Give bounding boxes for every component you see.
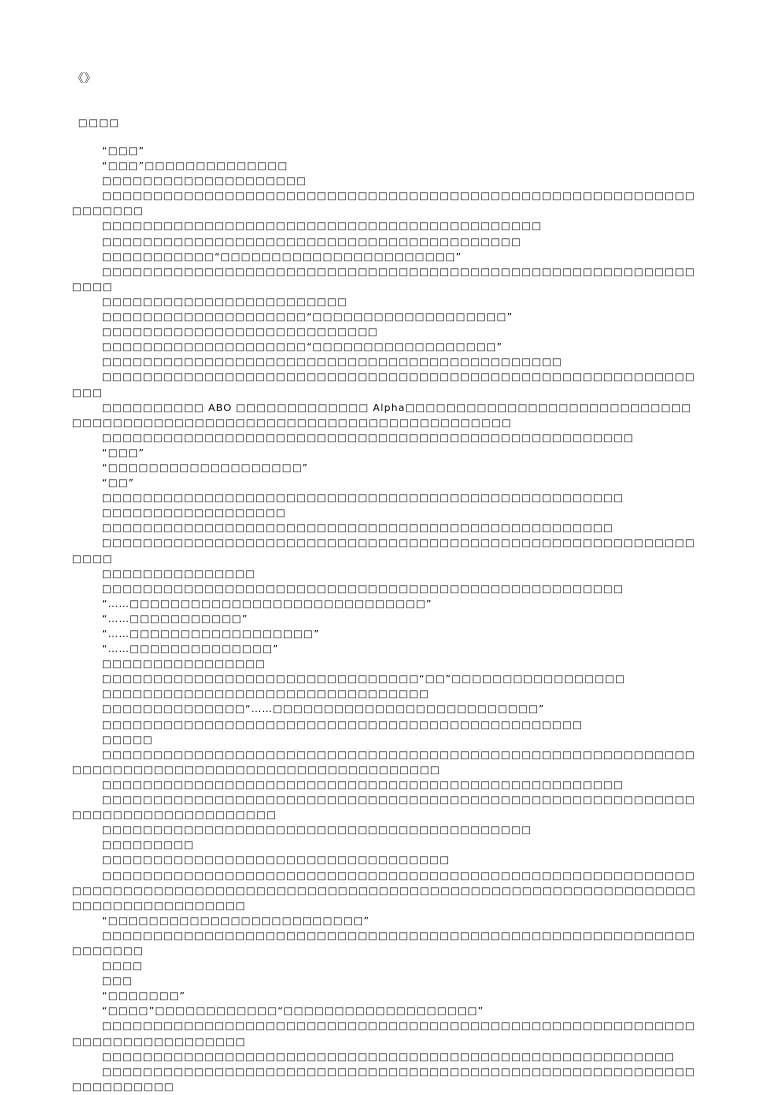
- document-body: [72, 144, 700, 1095]
- paragraph: “……□□□□□□□□□□□□□□□□□□”: [102, 629, 320, 640]
- paragraph: □□□□□□□□□□□□□□□□□□□□□□□□□□□: [102, 327, 379, 339]
- paragraph: □□□□□□□□□□□□□□□: [102, 568, 256, 580]
- paragraph: □□□□□□□□□□□□□□□□□□□□□□□□□□□□□□□□□□□□□□□□□□□□□□□□□□□□□□□□□□□□□□□□□□□□□□□□□□□□□□□□□□□□□□□□□□□□□□: [72, 749, 696, 776]
- paragraph: “□□□”□□□□□□□□□□□□□□: [102, 161, 288, 173]
- paragraph: □□□□: [102, 961, 143, 973]
- paragraph: □□□□□□□□□□□□□□□□□□□□□□□□: [102, 296, 348, 308]
- paragraph: “……□□□□□□□□□□□”: [102, 613, 248, 625]
- paragraph: □□□□□□□□□□□□□□□□□□□□“□□□□□□□□□□□□□□□□□□”: [102, 342, 503, 354]
- paragraph: □□□□□□□□□□□□□□□□: [102, 659, 266, 671]
- header-mark: 《》: [72, 71, 97, 85]
- paragraph: “□□□”: [102, 146, 145, 157]
- paragraph: □□□□□□□□□□□□□□□□□□□□□□□□□□□□□□□□□□□□□□□□□□□□□□□□□□: [102, 523, 614, 535]
- paragraph: □□□□□□□□□□□□□□□□□□□□□□□□□□□□□□□□□□□□□□□□□□□□□□□□□□□□□□□□□□□□□□: [72, 538, 696, 565]
- paragraph: □□□□□□□□□□□□□□□□□□□□□□□□□□□□□□□□□□: [102, 855, 450, 867]
- paragraph: □□□□□□□□□□□□□□□□□□□□: [102, 176, 307, 188]
- paragraph: “□□□”: [102, 447, 145, 459]
- paragraph: “□□□□□□□□□□□□□□□□□□□□□□□□□”: [102, 915, 370, 927]
- paragraph: □□□□□□□□□: [102, 840, 195, 852]
- paragraph: □□□□□□□□□□□□□□□□□□□□□□□□□□□□□□□□□□□□□□□□□□□□□□□□□□□□□□□□□□□□□: [72, 372, 696, 399]
- paragraph: □□□□□□□□□□□□□□□□□□□□□□□□□□□□□□□□□□□□□□□□□□□: [102, 221, 542, 233]
- paragraph: “……□□□□□□□□□□□□□□□□□□□□□□□□□□□□□”: [102, 598, 433, 610]
- document-title: □□□□: [78, 118, 120, 129]
- paragraph: “……□□□□□□□□□□□□□□”: [102, 644, 279, 656]
- paragraph: “□□”: [102, 478, 135, 490]
- paragraph: “□□□□”□□□□□□□□□□□□“□□□□□□□□□□□□□□□□□□□”: [102, 1006, 484, 1018]
- paragraph: □□□□□□□□□□□□□□□□□□□□□□□□□□□□□□□“□□”□□□□□□□□□□□□□□□□□: [102, 674, 626, 686]
- paragraph: □□□□□□□□□□□□□□□□□□□□□□□□□□□□□□□□□□□□□□□□□□□□□□□□□□□: [102, 583, 624, 595]
- paragraph: □□□□□□□□□□□□□□□□□□□□□□□□□□□□□□□□□□□□□□□□□□: [102, 825, 532, 837]
- paragraph: □□□□□□□□□□□□□□□□□□□□□□□□□□□□□□□□□□□□□□□□□□□□□□□□□□□: [102, 779, 624, 791]
- paragraph: “□□□□□□□□□□□□□□□□□□□”: [102, 462, 309, 474]
- paragraph: □□□□□: [102, 734, 154, 746]
- paragraph: □□□□□□□□□□□□□□□□□□□□□□□□□□□□□□□□□□□□□□□□□□□□□□□: [102, 719, 583, 731]
- paragraph: □□□□□□□□□□□□□□□□□□□□□□□□□□□□□□□□□□□□□□□□□□□□□: [102, 357, 563, 369]
- paragraph: □□□□□□□□□□□□□□□□□□: [102, 508, 287, 520]
- paragraph: □□□□□□□□□□□“□□□□□□□□□□□□□□□□□□□□□□□”: [102, 251, 462, 263]
- paragraph: □□□□□□□□□□□□□□□□□□□□□□□□□□□□□□□□□□□□□□□□□□□□□□□□□□□□□□□□: [102, 1051, 675, 1063]
- paragraph: “□□□□□□□”: [102, 991, 186, 1003]
- paragraph: □□□□□□□□□□□□□□□□□□□□□□□□□□□□□□□□□□□□□□□□□□□□□□□□□□□□□□□□□□□□□□□□□□□□□□□□□□□□□□: [72, 795, 696, 822]
- paragraph: □□□: [102, 976, 133, 988]
- paragraph: □□□□□□□□□□□□□□□□□□□□□□□□□□□□□□□□□□□□□□□□□□□□□□□□□□□□□□□□□□□□□□□□□□□□□□□□□□□: [72, 1021, 696, 1048]
- paragraph: □□□□□□□□□□□□□□□□□□□□□□□□□□□□□□□□: [102, 689, 430, 701]
- paragraph: □□□□□□□□□□□□□□□□□□□□□□□□□□□□□□□□□□□□□□□□□□□□□□□□□□□□□□□□□□□□□□□□□: [72, 930, 696, 957]
- paragraph: □□□□□□□□□□□□□□□□□□□□□□□□□□□□□□□□□□□□□□□□□□□□□□□□□□□□: [102, 432, 634, 444]
- paragraph: □□□□□□□□□□□□□□□□□□□□□□□□□□□□□□□□□□□□□□□□□□□□□□□□□□□□□□□□□□□□□□□□□□□□: [72, 1066, 696, 1093]
- paragraph: □□□□□□□□□□□□□□□□□□□□□□□□□□□□□□□□□□□□□□□□□: [102, 236, 522, 248]
- paragraph: □□□□□□□□□□□□□□□□□□□□“□□□□□□□□□□□□□□□□□□□”: [102, 312, 513, 324]
- paragraph: □□□□□□□□□□□□□□□□□□□□□□□□□□□□□□□□□□□□□□□□□□□□□□□□□□□: [102, 493, 624, 505]
- paragraph: □□□□□□□□□□□□□□“……□□□□□□□□□□□□□□□□□□□□□□□□□□”: [102, 704, 545, 716]
- paragraph: □□□□□□□□□□ ABO □□□□□□□□□□□□□ Alpha□□□□□□□□□□□□□□□□□□□□□□□□□□□□□□□□□□□□□□□□□□□□□□□□□□□□□□□□□□□□□□□□□□□□□□□: [72, 402, 692, 429]
- paragraph: □□□□□□□□□□□□□□□□□□□□□□□□□□□□□□□□□□□□□□□□□□□□□□□□□□□□□□□□□□□□□□□□□□□□□□□□□□□□□□□□□□□□□□□□□□□□□□□□□□□□□□□□□□□□□□□□□□□□□□□□□□□□□□□□□□□□□□□□: [72, 870, 696, 912]
- paragraph: □□□□□□□□□□□□□□□□□□□□□□□□□□□□□□□□□□□□□□□□□□□□□□□□□□□□□□□□□□□□□□: [72, 266, 696, 293]
- paragraph: □□□□□□□□□□□□□□□□□□□□□□□□□□□□□□□□□□□□□□□□□□□□□□□□□□□□□□□□□□□□□□□□□: [72, 191, 696, 218]
